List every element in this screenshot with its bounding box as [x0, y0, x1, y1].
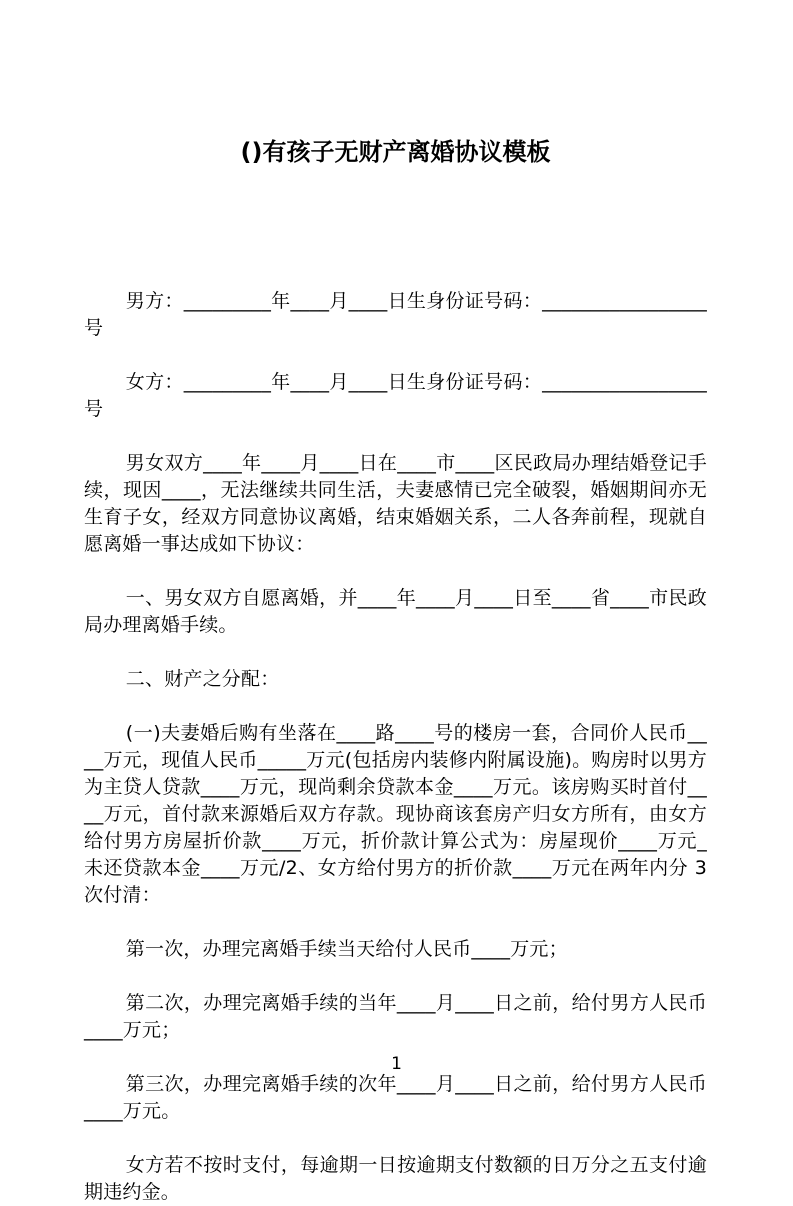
marriage-intro-paragraph: 男女双方____年____月____日在____市____区民政局办理结婚登记手续，现因____，无法继续共同生活，夫妻感情已完全破裂，婚姻期间亦无生育子女，经双方同意协议离婚，结束婚姻关系，二人各奔前程，现就自愿离婚一事达成如下协议： — [84, 452, 707, 555]
payment-first-installment: 第一次，办理完离婚手续当天给付人民币____万元； — [125, 938, 568, 960]
clause-two-property-heading: 二、财产之分配： — [125, 668, 280, 690]
clause-one-voluntary-divorce: 一、男女双方自愿离婚，并____年____月____日至____省____市民政局办理离婚手续。 — [84, 587, 707, 636]
wife-info-line: 女方：_________年____月____日生身份证号码：_________________号 — [84, 371, 707, 420]
payment-second-installment: 第二次，办理完离婚手续的当年____月____日之前，给付男方人民币____万元； — [84, 992, 707, 1041]
page-number: 1 — [391, 1054, 402, 1074]
payment-third-installment: 第三次，办理完离婚手续的次年____月____日之前，给付男方人民币____万元。 — [84, 1073, 707, 1122]
clause-two-item-one-house: (一)夫妻婚后购有坐落在____路____号的楼房一套，合同价人民币____万元，现值人民币_____万元(包括房内装修内附属设施)。购房时以男方为主贷人贷款____万元，现尚剩余贷款本金____万元。该房购买时首付____万元，首付款来源婚后双方存款。现协商该套房产归女方所有，由女方给付男方房屋折价款____万元，折价款计算公式为：房屋现价____万元_未还贷款本金____万元/2、女方给付男方的折价款____万元在两年内分 3 次付清： — [84, 722, 707, 906]
late-payment-penalty-clause: 女方若不按时支付，每逾期一日按逾期支付数额的日万分之五支付逾期违约金。 — [84, 1154, 707, 1203]
document-title: ()有孩子无财产离婚协议模板 — [240, 138, 551, 166]
husband-info-line: 男方：_________年____月____日生身份证号码：_________________号 — [84, 290, 707, 339]
